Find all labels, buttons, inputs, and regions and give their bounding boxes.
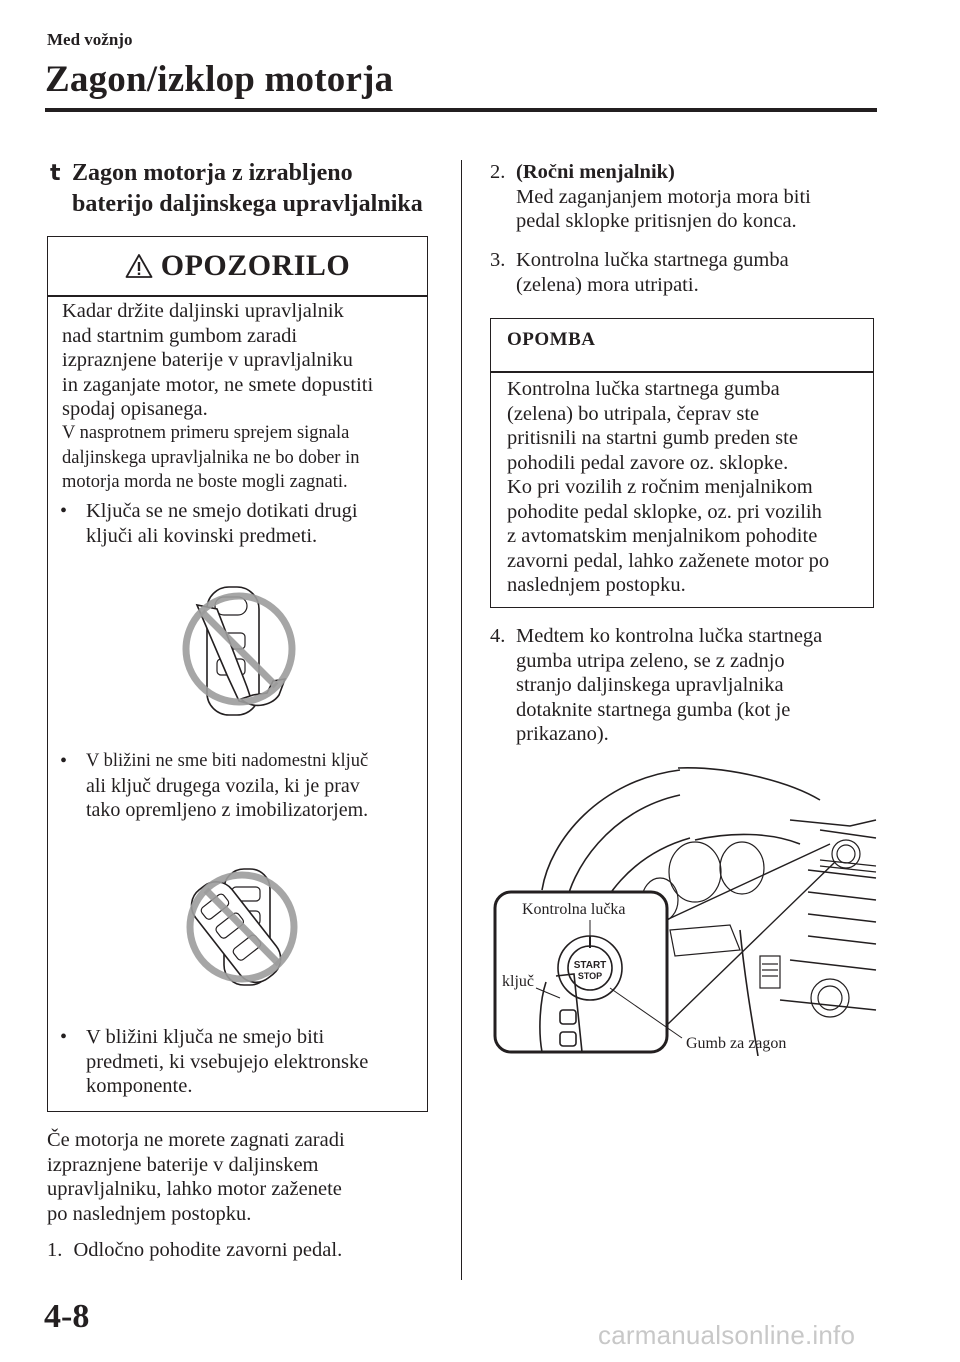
warning-intro-line: nad startnim gumbom zaradi	[62, 324, 298, 347]
note-line: Ko pri vozilih z ročnim menjalnikom	[507, 476, 813, 498]
warning-bullet-line: ključi ali kovinski predmeti.	[86, 524, 318, 547]
warning-consequence-line: daljinskega upravljalnika ne bo dober in	[62, 447, 360, 468]
stop-label: STOP	[577, 971, 603, 981]
step-4	[490, 624, 890, 747]
step-line: gumba utripa zeleno, se z zadnjo	[516, 649, 785, 672]
warning-intro-line: Kadar držite daljinski upravljalnik	[62, 300, 344, 322]
warning-bullet-line: ali ključ drugega vozila, ki je prav	[86, 774, 360, 797]
step-line: pedal sklopke pritisnjen do konca.	[516, 210, 797, 232]
step-number: 3.	[490, 249, 506, 271]
warning-bullet-line: komponente.	[86, 1075, 193, 1097]
section-label: Med vožnjo	[47, 30, 133, 49]
warning-consequence-line: motorja morda ne boste mogli zagnati.	[62, 472, 348, 492]
note-line: Kontrolna lučka startnega gumba	[507, 378, 780, 400]
note-line: pohodite pedal sklopke, oz. pri vozilih	[507, 500, 822, 523]
section-heading-line-2: baterijo daljinskega upravljalnika	[72, 191, 423, 217]
section-marker: t	[50, 161, 61, 186]
warning-bullet-line: Ključa se ne smejo dotikati drugi	[86, 500, 358, 522]
warning-bullet	[60, 499, 358, 548]
warning-bullet-line: predmeti, ki vsebujejo elektronske	[86, 1050, 369, 1073]
step-line: dotaknite startnega gumba (kot je	[516, 698, 791, 721]
warning-consequence	[62, 421, 427, 495]
warning-header	[48, 237, 427, 295]
step-2	[490, 160, 890, 234]
bullet-dot: •	[60, 1026, 68, 1048]
step-line: Med zaganjanjem motorja mora biti	[516, 185, 811, 208]
key-touching-metal-illustration	[181, 583, 301, 719]
step-line: (zelena) mora utripati.	[516, 273, 699, 296]
warning-intro-line: izpraznjene baterije v upravljalniku	[62, 349, 353, 371]
note-line: (zelena) bo utripala, čeprav ste	[507, 402, 760, 425]
note-title: OPOMBA	[507, 329, 596, 350]
note-divider	[491, 371, 873, 373]
procedure-intro-line: upravljalniku, lahko motor zaženete	[47, 1178, 342, 1200]
warning-box	[47, 236, 428, 1112]
warning-intro	[62, 299, 422, 422]
procedure-intro-line: po naslednjem postopku.	[47, 1202, 252, 1225]
warning-bullet	[60, 1025, 368, 1099]
warning-bullet-line: tako opremljeno z imobilizatorjem.	[86, 799, 369, 821]
start-button-label: Gumb za zagon	[686, 1035, 787, 1052]
warning-divider	[48, 295, 427, 297]
bullet-dot: •	[60, 500, 68, 522]
bullet-dot: •	[60, 750, 68, 772]
warning-bullet	[60, 749, 368, 823]
step-text: Odločno pohodite zavorni pedal.	[73, 1239, 343, 1261]
step-3	[490, 248, 890, 297]
warning-bullet-line: V bližini ključa ne smejo biti	[86, 1026, 325, 1048]
note-line: zavorni pedal, lahko zaženete motor po	[507, 549, 830, 572]
section-heading-line-1: Zagon motorja z izrabljeno	[72, 160, 353, 186]
warning-triangle-icon	[125, 253, 153, 279]
start-label: START	[573, 960, 607, 971]
step-number: 2.	[490, 161, 506, 183]
page-number: 4-8	[44, 1298, 90, 1335]
step-title: (Ročni menjalnik)	[516, 161, 675, 183]
procedure-intro	[47, 1128, 447, 1226]
warning-intro-line: in zaganjate motor, ne smete dopustiti	[62, 373, 374, 396]
note-line: z avtomatskim menjalnikom pohodite	[507, 525, 818, 547]
column-divider	[461, 160, 462, 1280]
note-line: pohodili pedal zavore oz. sklopke.	[507, 451, 789, 474]
step-line: stranjo daljinskega upravljalnika	[516, 674, 784, 696]
step-1	[47, 1238, 447, 1263]
watermark: carmanualsonline.info	[598, 1320, 856, 1350]
warning-title: OPOZORILO	[160, 249, 351, 282]
procedure-intro-line: izpraznjene baterije v daljinskem	[47, 1153, 319, 1176]
two-keys-illustration	[184, 859, 302, 995]
warning-bullet-line: V bližini ne sme biti nadomestni ključ	[86, 751, 369, 771]
step-number: 4.	[490, 625, 506, 647]
warning-intro-line: spodaj opisanega.	[62, 398, 208, 420]
note-text	[507, 377, 871, 598]
note-line: naslednjem postopku.	[507, 574, 686, 596]
page-title: Zagon/izklop motorja	[45, 59, 394, 100]
start-button-figure	[490, 760, 882, 1056]
warning-consequence-line: V nasprotnem primeru sprejem signala	[62, 423, 350, 443]
step-line: Kontrolna lučka startnega gumba	[516, 249, 789, 271]
step-line: prikazano).	[516, 723, 609, 745]
indicator-label: Kontrolna lučka	[522, 901, 626, 918]
note-box	[490, 318, 874, 608]
title-divider	[45, 108, 877, 112]
procedure-intro-line: Če motorja ne morete zagnati zaradi	[47, 1129, 345, 1151]
key-label: ključ	[502, 973, 534, 990]
step-line: Medtem ko kontrolna lučka startnega	[516, 625, 823, 647]
step-number: 1.	[47, 1239, 63, 1261]
note-line: pritisnili na startni gumb preden ste	[507, 427, 798, 449]
